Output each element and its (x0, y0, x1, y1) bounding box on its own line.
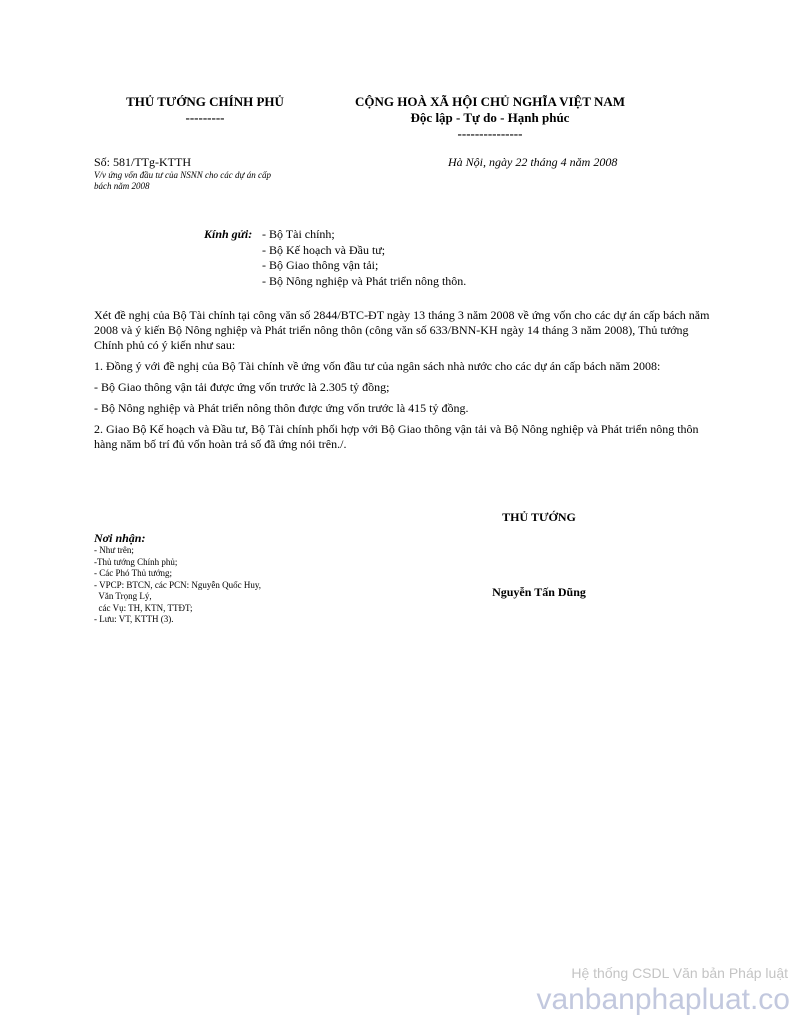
document-subject (94, 170, 319, 192)
distribution-item: - Như trên; (94, 545, 134, 555)
signer-title: THỦ TƯỚNG (502, 510, 576, 524)
distribution-item: Văn Trọng Lý, (94, 591, 152, 601)
distribution-item: - Lưu: VT, KTTH (3). (94, 614, 174, 624)
body-paragraph: 1. Đồng ý với đề nghị của Bộ Tài chính về ứng vốn đầu tư của ngân sách nhà nước cho các dự án cấp bách năm 2008: (94, 359, 661, 373)
issuing-agency: THỦ TƯỚNG CHÍNH PHỦ (126, 94, 284, 109)
addressee-item: - Bộ Kế hoạch và Đầu tư; (262, 242, 386, 257)
nation-title: CỘNG HOÀ XÃ HỘI CHỦ NGHĨA VIỆT NAM (354, 94, 626, 109)
issuing-agency-block (100, 94, 310, 126)
motto-rule: --------------- (457, 126, 523, 141)
distribution-item: - Các Phó Thủ tướng; (94, 568, 172, 578)
addressee-item: - Bộ Giao thông vận tải; (262, 258, 379, 272)
addressee-row (204, 243, 466, 259)
document-number: Số: 581/TTg-KTTH (94, 155, 191, 169)
distribution-title: Nơi nhận: (94, 531, 146, 545)
addressee-row (204, 227, 466, 243)
watermark-site: vanbanphapluat.co (536, 983, 790, 1016)
addressee-item: - Bộ Nông nghiệp và Phát triển nông thôn. (262, 273, 467, 288)
addressee-label: Kính gửi: (204, 227, 253, 241)
agency-rule: --------- (185, 110, 225, 125)
distribution-item: -Thủ tướng Chính phủ; (94, 556, 178, 567)
national-title-block (330, 94, 650, 142)
subject-line: bách năm 2008 (94, 181, 150, 191)
distribution-list (94, 531, 324, 626)
body-paragraph: - Bộ Giao thông vận tải được ứng vốn trước là 2.305 tỷ đồng; (94, 380, 390, 394)
motto: Độc lập - Tự do - Hạnh phúc (410, 110, 570, 125)
addressees (204, 227, 466, 289)
addressee-row (204, 258, 466, 274)
body-paragraph: 2. Giao Bộ Kế hoạch và Đầu tư, Bộ Tài chính phối hợp với Bộ Giao thông vận tải và Bộ Nông nghiệp và Phát triển nông thôn hàng năm bố trí đủ vốn hoàn trả số đã ứng nói trên./. (94, 422, 699, 451)
document-body (94, 308, 712, 458)
distribution-item: các Vụ: TH, KTN, TTĐT; (94, 602, 193, 613)
addressee-row (204, 274, 466, 290)
place-date: Hà Nội, ngày 22 tháng 4 năm 2008 (448, 155, 618, 169)
addressee-item: - Bộ Tài chính; (262, 227, 335, 241)
watermark-caption: Hệ thống CSDL Văn bản Pháp luật (571, 965, 788, 981)
body-paragraph: Xét đề nghị của Bộ Tài chính tại công văn số 2844/BTC-ĐT ngày 13 tháng 3 năm 2008 về ứng vốn cho các dự án cấp bách năm 2008 và ý kiến Bộ Nông nghiệp và Phát triển nông thôn (công văn số 633/BNN-KH ngày 14 tháng 3 năm 2008), Thủ tướng Chính phủ có ý kiến như sau: (94, 308, 710, 352)
distribution-item: - VPCP: BTCN, các PCN: Nguyễn Quốc Huy, (94, 579, 261, 590)
signer-name: Nguyễn Tấn Dũng (492, 585, 586, 599)
subject-line: V/v ứng vốn đầu tư của NSNN cho các dự án cấp (94, 170, 271, 180)
body-paragraph: - Bộ Nông nghiệp và Phát triển nông thôn được ứng vốn trước là 415 tỷ đồng. (94, 401, 469, 415)
